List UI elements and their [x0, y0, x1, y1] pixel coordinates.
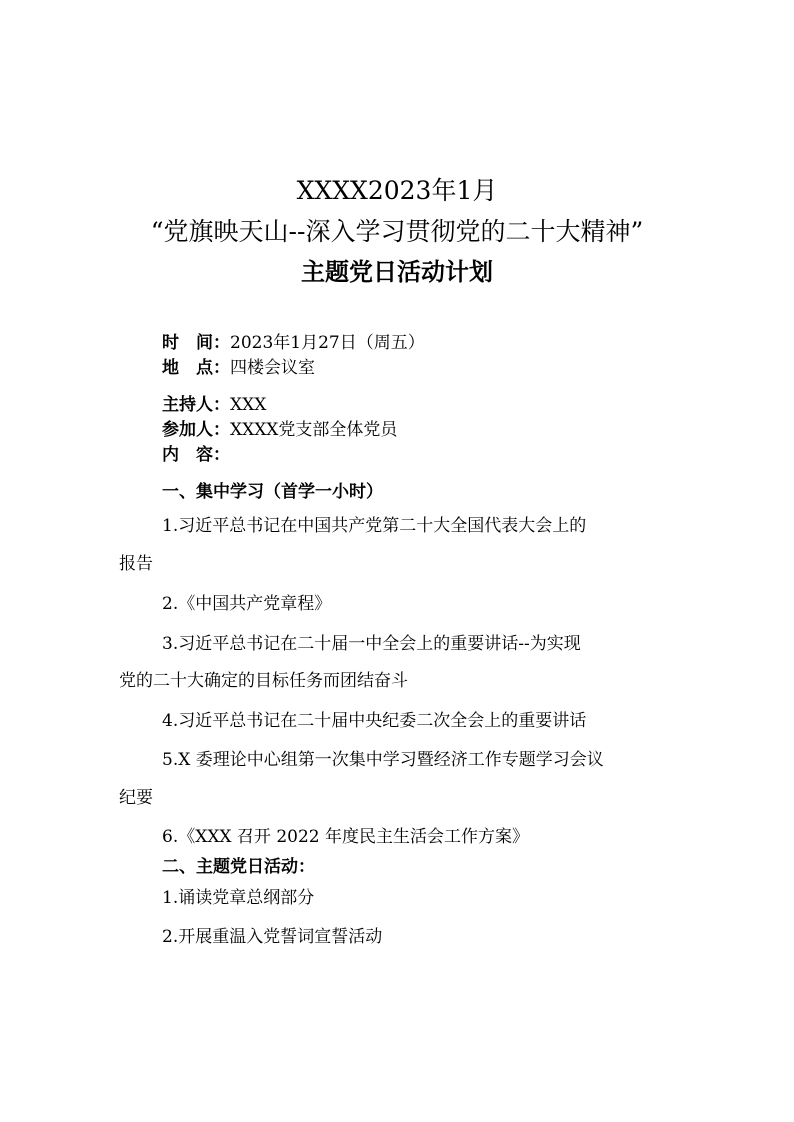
meta-place [162, 356, 315, 380]
section-2-heading: 二、主题党日活动： [162, 857, 315, 877]
meta-host [162, 393, 266, 417]
meta-time-label: 时 间： [162, 333, 230, 353]
section-1-item-1-line-1: 1.习近平总书记在中国共产党第二十大全国代表大会上的 [162, 516, 587, 536]
section-1-item-3-line-2: 党的二十大确定的目标任务而团结奋斗 [119, 671, 408, 691]
title-line-2: “党旗映天山--深入学习贯彻党的二十大精神” [150, 217, 644, 246]
section-1-heading: 一、集中学习（首学一小时） [162, 482, 383, 502]
section-1-item-2: 2.《中国共产党章程》 [162, 594, 332, 614]
title-line-1: XXXX2023年1月 [296, 176, 498, 205]
meta-time-value: 2023年1月27日（周五） [230, 333, 425, 353]
section-1-item-1-line-2: 报告 [119, 554, 153, 574]
section-2-item-1: 1.诵读党章总纲部分 [162, 888, 315, 908]
meta-participants [162, 418, 397, 442]
section-1-item-3-line-1: 3.习近平总书记在二十届一中全会上的重要讲话--为实现 [162, 634, 581, 654]
meta-host-value: XXX [230, 395, 267, 415]
section-1-item-6: 6.《XXX 召开 2022 年度民主生活会工作方案》 [162, 827, 530, 847]
section-2-item-2: 2.开展重温入党誓词宣誓活动 [162, 927, 383, 947]
meta-time [162, 331, 425, 355]
meta-content [162, 443, 230, 467]
section-1-item-5-line-1: 5.X 委理论中心组第一次集中学习暨经济工作专题学习会议 [162, 750, 604, 770]
meta-host-label: 主持人： [162, 395, 230, 415]
meta-place-value: 四楼会议室 [230, 358, 315, 378]
meta-place-label: 地 点： [162, 358, 230, 378]
meta-content-label: 内 容： [162, 445, 230, 465]
meta-participants-label: 参加人： [162, 420, 230, 440]
section-1-item-4: 4.习近平总书记在二十届中央纪委二次全会上的重要讲话 [162, 711, 587, 731]
title-line-3: 主题党日活动计划 [301, 258, 493, 286]
meta-participants-value: XXXX党支部全体党员 [230, 420, 398, 440]
section-1-item-5-line-2: 纪要 [119, 788, 153, 808]
